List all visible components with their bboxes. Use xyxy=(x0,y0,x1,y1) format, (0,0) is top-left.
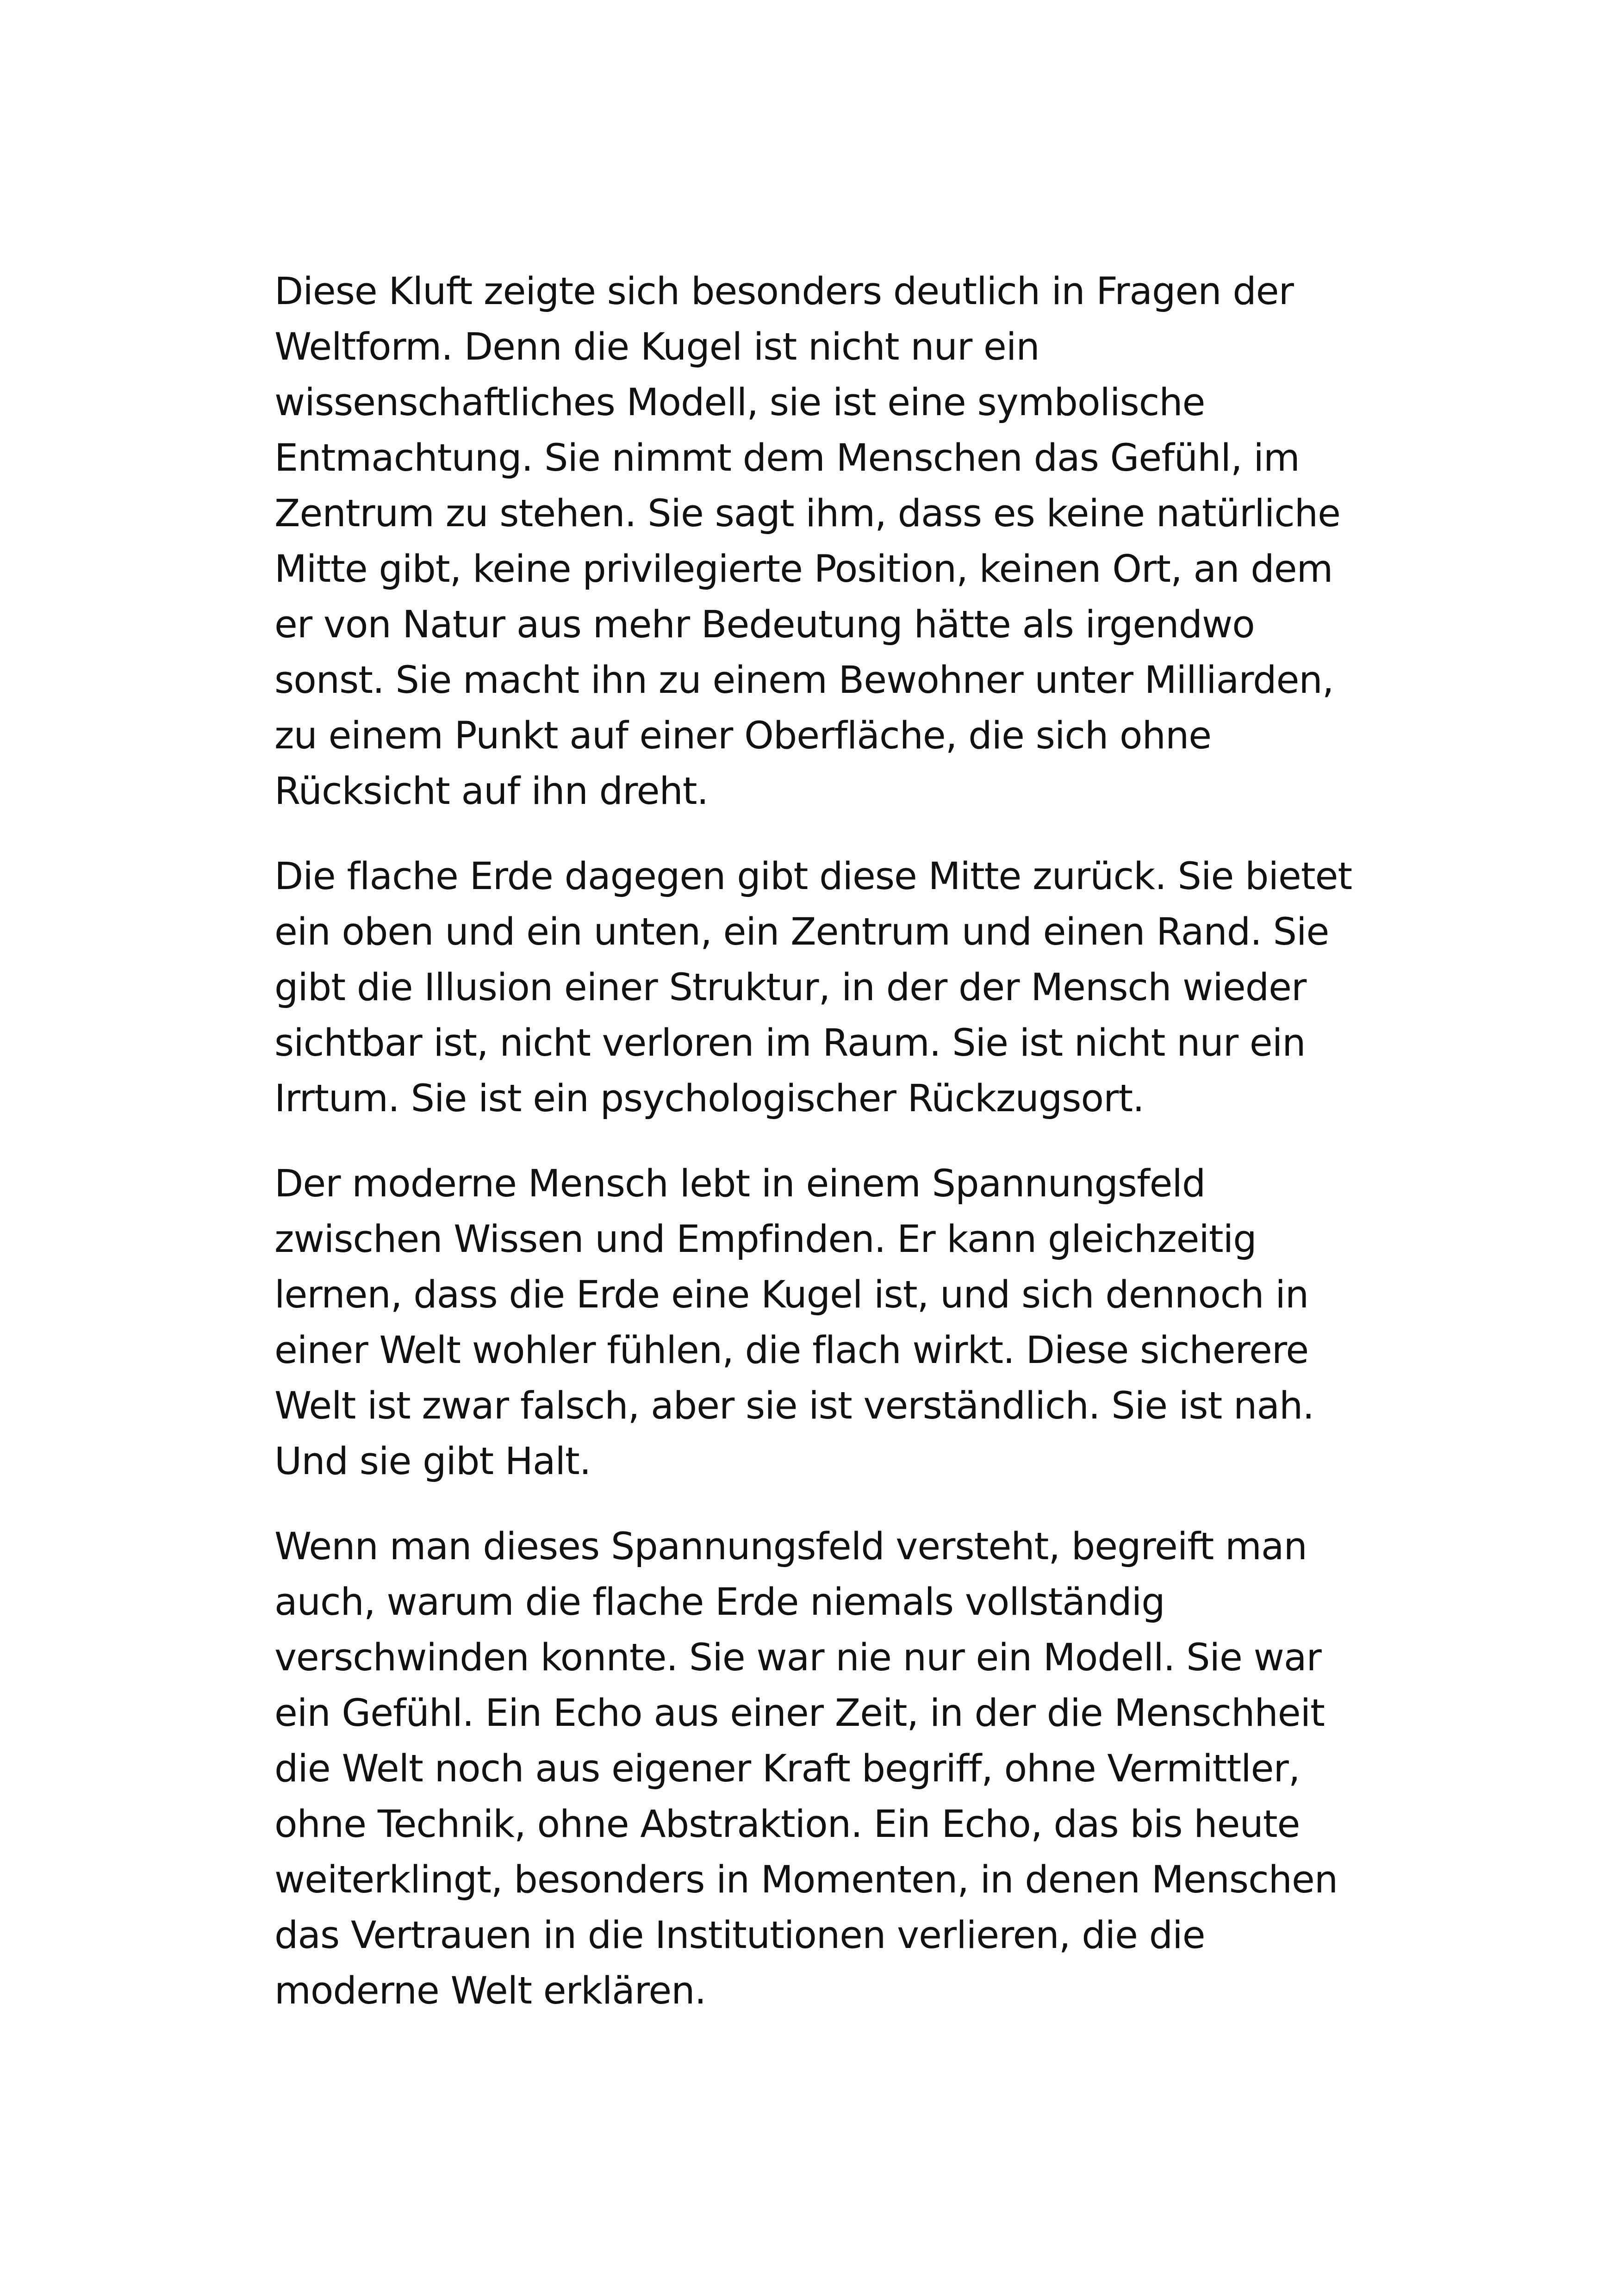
text-line: Entmachtung. Sie nimmt dem Menschen das Gefühl, im xyxy=(274,436,1300,480)
text-line: Zentrum zu stehen. Sie sagt ihm, dass es keine natürliche xyxy=(274,492,1340,535)
text-line: Mitte gibt, keine privilegierte Position, keinen Ort, an dem xyxy=(274,548,1333,591)
text-line: wissenschaftliches Modell, sie ist eine symbolische xyxy=(274,381,1205,424)
text-line: er von Natur aus mehr Bedeutung hätte als irgendwo xyxy=(274,603,1255,647)
text-line: sichtbar ist, nicht verloren im Raum. Sie ist nicht nur ein xyxy=(274,1021,1306,1065)
paragraph-4 xyxy=(274,1519,1357,2019)
text-line: Irrtum. Sie ist ein psychologischer Rückzugsort. xyxy=(274,1077,1144,1120)
text-line: ein Gefühl. Ein Echo aus einer Zeit, in der die Menschheit xyxy=(274,1692,1325,1735)
text-line: zwischen Wissen und Empfinden. Er kann gleichzeitig xyxy=(274,1218,1257,1261)
text-line: einer Welt wohler fühlen, die flach wirkt. Diese sicherere xyxy=(274,1329,1309,1372)
text-line: weiterklingt, besonders in Momenten, in denen Menschen xyxy=(274,1858,1338,1902)
text-line: sonst. Sie macht ihn zu einem Bewohner unter Milliarden, xyxy=(274,659,1334,702)
text-line: ein oben und ein unten, ein Zentrum und einen Rand. Sie xyxy=(274,910,1329,954)
text-line: ohne Technik, ohne Abstraktion. Ein Echo, das bis heute xyxy=(274,1803,1300,1846)
paragraph-1 xyxy=(274,264,1357,819)
text-line: Weltform. Denn die Kugel ist nicht nur ein xyxy=(274,325,1039,369)
text-line: gibt die Illusion einer Struktur, in der der Mensch wieder xyxy=(274,966,1307,1009)
text-line: lernen, dass die Erde eine Kugel ist, und sich dennoch in xyxy=(274,1273,1309,1317)
text-line: Diese Kluft zeigte sich besonders deutlich in Fragen der xyxy=(274,270,1294,313)
text-line: moderne Welt erklären. xyxy=(274,1969,706,2013)
paragraph-3 xyxy=(274,1156,1357,1489)
text-line: verschwinden konnte. Sie war nie nur ein Modell. Sie war xyxy=(274,1636,1321,1680)
text-line: das Vertrauen in die Institutionen verlieren, die die xyxy=(274,1914,1205,1957)
text-line: Welt ist zwar falsch, aber sie ist verständlich. Sie ist nah. xyxy=(274,1384,1314,1428)
text-line: Wenn man dieses Spannungsfeld versteht, begreift man xyxy=(274,1525,1307,1568)
paragraph-2 xyxy=(274,849,1357,1126)
body-text xyxy=(274,264,1357,2048)
text-line: zu einem Punkt auf einer Oberfläche, die sich ohne xyxy=(274,714,1212,758)
text-line: Die flache Erde dagegen gibt diese Mitte zurück. Sie bietet xyxy=(274,855,1352,898)
text-line: auch, warum die flache Erde niemals vollständig xyxy=(274,1580,1165,1624)
text-line: die Welt noch aus eigener Kraft begriff, ohne Vermittler, xyxy=(274,1747,1300,1791)
text-line: Rücksicht auf ihn dreht. xyxy=(274,770,709,813)
text-line: Und sie gibt Halt. xyxy=(274,1440,591,1483)
text-line: Der moderne Mensch lebt in einem Spannungsfeld xyxy=(274,1162,1206,1206)
